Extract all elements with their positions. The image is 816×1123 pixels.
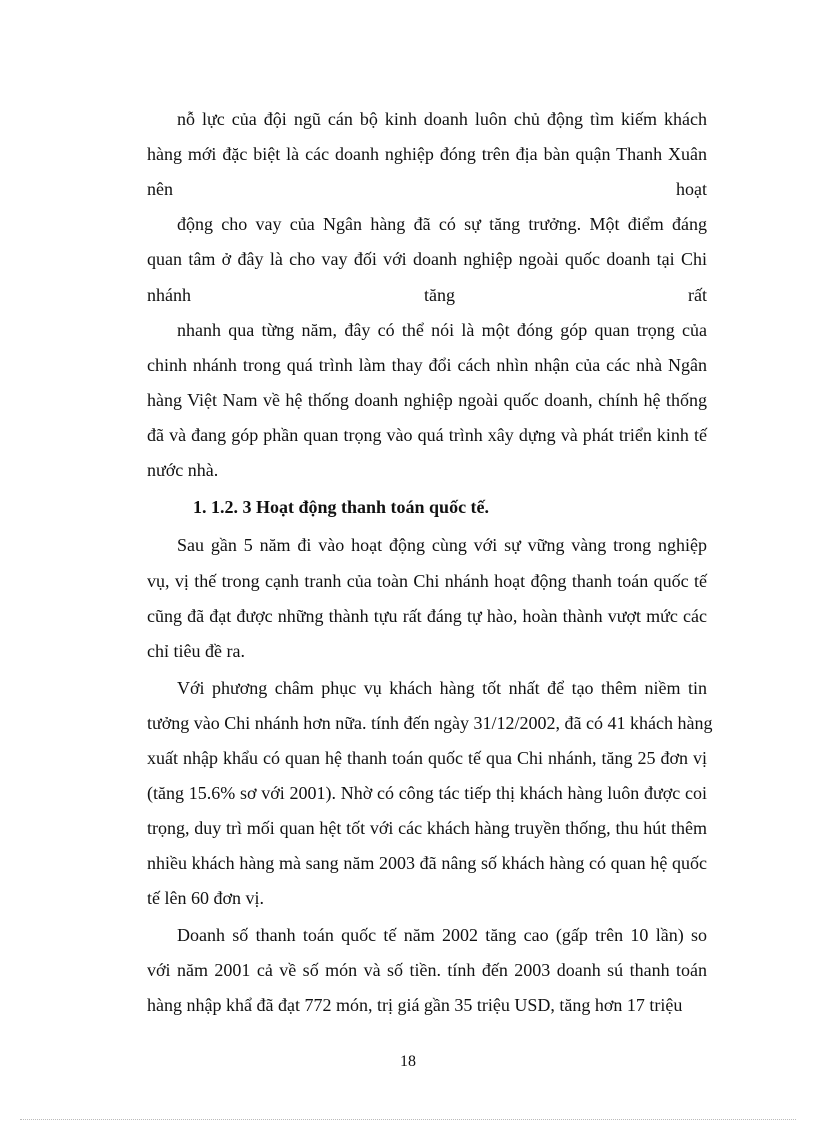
text-line: Doanh số thanh toán quốc tế năm 2002 tăng cao (gấp trên 10 lần) so	[177, 925, 707, 945]
text-line: động cho vay của Ngân hàng đã có sự tăng trưởng. Một điểm đáng	[177, 214, 707, 234]
text-line: vụ, vị thế trong cạnh tranh của toàn Chi nhánh hoạt động thanh toán quốc tế	[147, 571, 707, 591]
text-line: Với phương châm phục vụ khách hàng tốt nhất để tạo thêm niềm tin	[177, 678, 707, 698]
text-line: hàng Việt Nam về hệ thống doanh nghiệp ngoài quốc doanh, chính hệ thống	[147, 390, 707, 410]
text-line: nước nhà.	[147, 460, 219, 480]
section-heading: 1. 1.2. 3 Hoạt động thanh toán quốc tế.	[193, 497, 490, 517]
text-line: đã và đang góp phần quan trọng vào quá trình xây dựng và phát triển kinh tế	[147, 425, 707, 445]
text-line: hàng nhập khẩ đã đạt 772 món, trị giá gần 35 triệu USD, tăng hơn 17 triệu	[147, 995, 683, 1015]
text-line: chinh nhánh trong quá trình làm thay đổi cách nhìn nhận của các nhà Ngân	[147, 355, 707, 375]
text-line: nỗ lực của đội ngũ cán bộ kinh doanh luôn chủ động tìm kiếm khách	[177, 109, 707, 129]
page-number: 18	[400, 1053, 416, 1070]
text-line: trọng, duy trì mối quan hệt tốt với các khách hàng truyền thống, thu hút thêm	[147, 818, 707, 838]
text-line: (tăng 15.6% sơ với 2001). Nhờ có công tác tiếp thị khách hàng luôn được coi	[147, 783, 707, 803]
text-line: cũng đã đạt được những thành tựu rất đáng tự hào, hoàn thành vượt mức các	[147, 606, 707, 626]
text-line: quan tâm ở đây là cho vay đối với doanh nghiệp ngoài quốc doanh tại Chi	[147, 249, 707, 269]
text-line: tưởng vào Chi nhánh hơn nữa. tính đến ngày 31/12/2002, đã có 41 khách hàng	[147, 713, 713, 733]
text-line: nhanh qua từng năm, đây có thể nói là một đóng góp quan trọng của	[177, 320, 707, 340]
text-line: với năm 2001 cả về số món và số tiền. tính đến 2003 doanh sú thanh toán	[147, 960, 707, 980]
text-line: nên hoạt	[147, 179, 707, 199]
text-line: tế lên 60 đơn vị.	[147, 888, 264, 908]
text-line: nhiều khách hàng mà sang năm 2003 đã nâng số khách hàng có quan hệ quốc	[147, 853, 707, 873]
page-bottom-border	[20, 1119, 796, 1120]
text-line: xuất nhập khẩu có quan hệ thanh toán quốc tế qua Chi nhánh, tăng 25 đơn vị	[147, 748, 707, 768]
text-line: Sau gần 5 năm đi vào hoạt động cùng với sự vững vàng trong nghiệp	[177, 535, 707, 555]
text-line: chỉ tiêu đề ra.	[147, 641, 245, 661]
text-line: hàng mới đặc biệt là các doanh nghiệp đóng trên địa bàn quận Thanh Xuân	[147, 144, 707, 164]
text-line: nhánh tăng rất	[147, 285, 707, 305]
